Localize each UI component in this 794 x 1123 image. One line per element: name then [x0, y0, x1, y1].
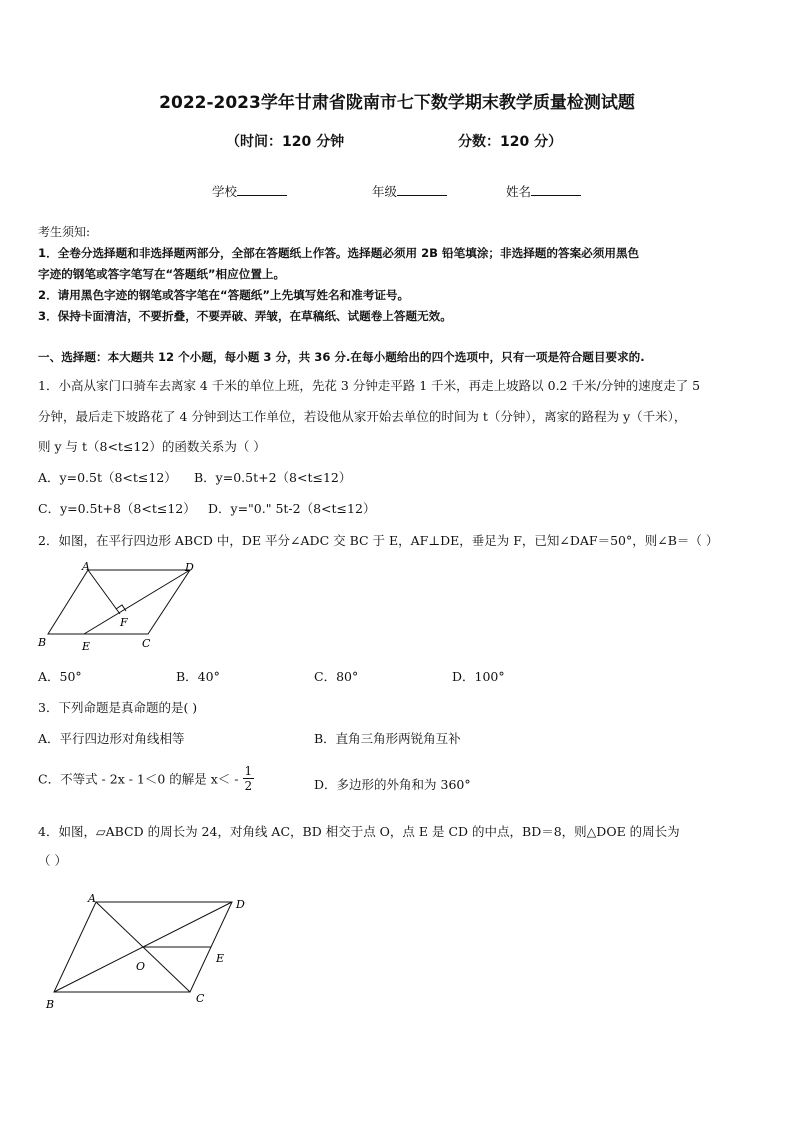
school-blank [237, 183, 287, 196]
q4-line-1: 4．如图，▱ABCD 的周长为 24，对角线 AC，BD 相交于点 O，点 E 是 CD 的中点，BD＝8，则△DOE 的周长为 [38, 824, 680, 839]
notice-item-3: 3．保持卡面清洁，不要折叠，不要弄破、弄皱，在草稿纸、试题卷上答题无效。 [38, 309, 452, 323]
notice-item-2: 2．请用黑色字迹的钢笔或答字笔在“答题纸”上先填写姓名和准考证号。 [38, 288, 410, 302]
q2-stem: 2．如图，在平行四边形 ABCD 中，DE 平分∠ADC 交 BC 于 E，AF⊥DE，垂足为 F，已知∠DAF＝50°，则∠B＝（ ） [38, 533, 719, 548]
q1-option-a: A．y=0.5t（8<t≤12） [38, 470, 177, 485]
q3-option-c-text: C．不等式 - 2x - 1＜0 的解是 x＜ - [38, 771, 239, 787]
q2-label-b: B [38, 636, 47, 649]
q2-label-a: A [82, 560, 90, 573]
q3-option-d: D．多边形的外角和为 360° [314, 777, 471, 792]
q4-line-2: （ ） [38, 853, 67, 868]
q2-parallelogram [48, 570, 190, 634]
q2-option-d: D．100° [452, 669, 505, 684]
q2-label-c: C [142, 637, 151, 650]
q2-label-f: F [120, 616, 128, 629]
grade-field [372, 182, 447, 200]
name-field [506, 182, 581, 200]
notice-item-1-line-1: 1．全卷分选择题和非选择题两部分，全部在答题纸上作答。选择题必须用 2B 铅笔填涂；非选择题的答案必须用黑色 [38, 246, 640, 260]
q4-label-c: C [196, 992, 205, 1005]
q3-option-a: A．平行四边形对角线相等 [38, 731, 185, 746]
section-heading: 一、选择题：本大题共 12 个小题，每小题 3 分，共 36 分.在每小题给出的四个选项中，只有一项是符合题目要求的. [38, 350, 645, 364]
q4-label-o: O [136, 960, 146, 973]
notice-heading: 考生须知: [38, 225, 91, 239]
name-label: 姓名 [506, 184, 532, 199]
q2-figure [34, 558, 214, 654]
q3-option-c [38, 764, 254, 793]
grade-label: 年级 [372, 184, 398, 199]
q3-stem: 3．下列命题是真命题的是( ) [38, 700, 198, 715]
school-label: 学校 [212, 184, 238, 199]
q1-option-b: B．y=0.5t+2（8<t≤12） [194, 470, 352, 485]
exam-score: 分数：120 分） [458, 134, 563, 150]
q2-option-c: C．80° [314, 669, 359, 684]
q4-label-d: D [236, 898, 245, 911]
q3-option-c-fraction [243, 764, 255, 793]
school-field [212, 182, 287, 200]
q1-line-1: 1．小高从家门口骑车去离家 4 千米的单位上班，先花 3 分钟走平路 1 千米，再走上坡路以 0.2 千米/分钟的速度走了 5 [38, 378, 701, 393]
q4-label-e: E [216, 952, 225, 965]
q2-option-b: B．40° [176, 669, 220, 684]
page-title: 2022-2023学年甘肃省陇南市七下数学期末教学质量检测试题 [159, 93, 635, 113]
q4-figure [40, 888, 260, 1018]
exam-time: （时间：120 分钟 [226, 134, 345, 150]
q2-option-a: A．50° [38, 669, 82, 684]
q1-option-c: C．y=0.5t+8（8<t≤12） [38, 501, 196, 516]
q4-label-a: A [88, 892, 96, 905]
q1-line-2: 分钟，最后走下坡路花了 4 分钟到达工作单位，若设他从家开始去单位的时间为 t（分钟），离家的路程为 y（千米）， [38, 409, 687, 424]
notice-item-1-line-2: 字迹的钢笔或答字笔写在“答题纸”相应位置上。 [38, 267, 286, 281]
q2-segment-de [84, 570, 190, 634]
q3-option-b: B．直角三角形两锐角互补 [314, 731, 461, 746]
q3-fraction-numerator: 1 [244, 764, 253, 778]
q2-label-e: E [82, 640, 91, 653]
q4-label-b: B [46, 998, 55, 1011]
q2-label-d: D [185, 561, 194, 574]
q2-segment-af [88, 570, 120, 614]
q3-fraction-denominator: 2 [244, 779, 253, 793]
q1-line-3: 则 y 与 t（8<t≤12）的函数关系为（ ） [38, 439, 266, 454]
grade-blank [397, 183, 447, 196]
q1-option-d: D．y="0." 5t-2（8<t≤12） [208, 501, 376, 516]
name-blank [531, 183, 581, 196]
